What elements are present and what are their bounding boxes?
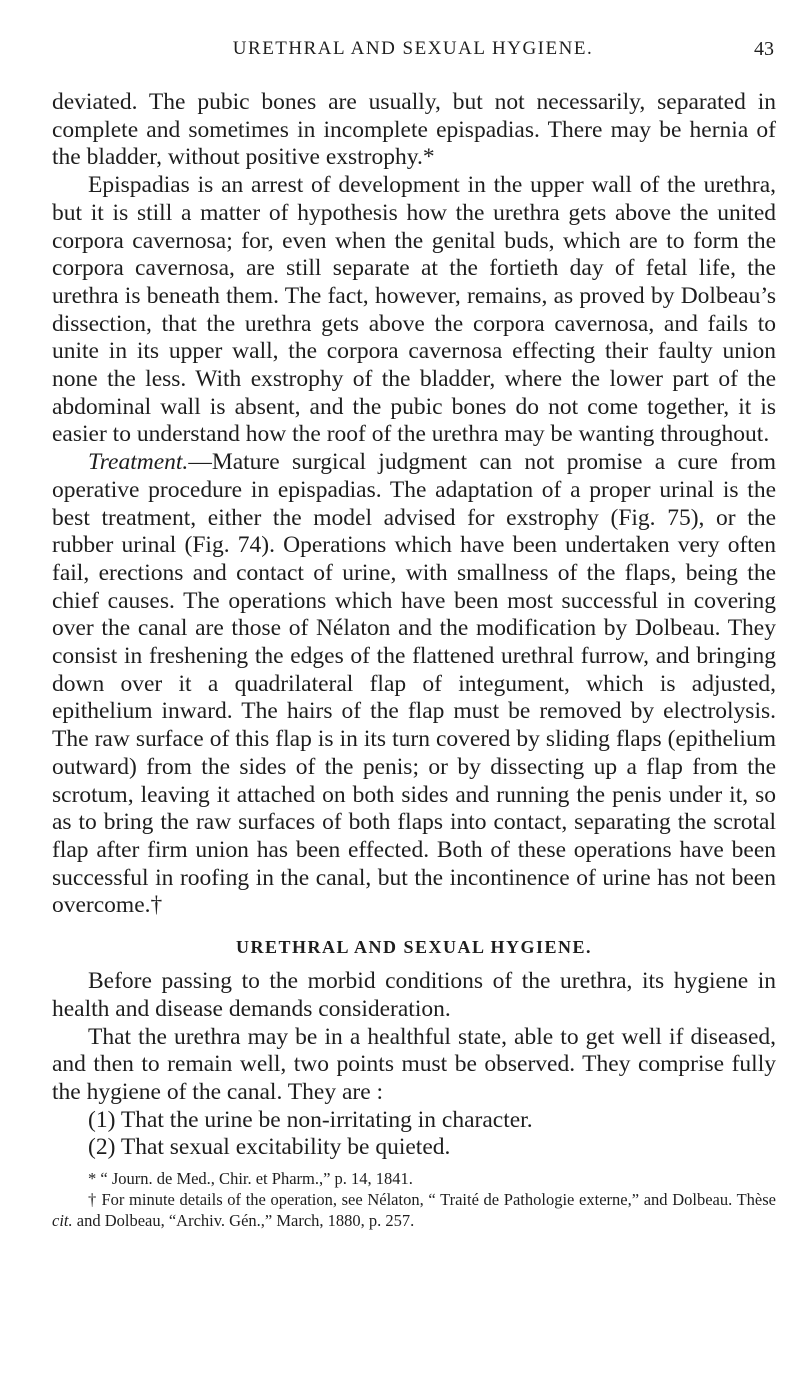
treatment-label: Treatment. xyxy=(88,449,189,476)
footnote-cit: cit. xyxy=(52,1211,73,1231)
treatment-text: —Mature surgical judgment can not promise a cure from operative procedure in epispadias. The adaptation of a proper urinal is the best treatment, either the model advised for exstrophy (Fig. 75), or the rubber urinal (Fig. 74). Operations which have been undertaken very often fail, erections and contact of urine, with smallness of the flaps, being the chief causes. The operations which have been most successful in covering over the canal are those of Nélaton and the modification by Dolbeau. They consist in freshening the edges of the flattened urethral furrow, and bringing down over it a quadrilateral flap of integument, which is adjusted, epithelium inward. The hairs of the flap must be removed by electrolysis. The raw surface of this flap is in its turn covered by sliding flaps (epithelium outward) from the sides of the penis; or by dissecting up a flap from the scrotum, leaving it attached on both sides and running the penis under it, so as to bring the raw surfaces of both flaps into contact, separating the scrotal flap after firm union has been effected. Both of these operations have been successful in roofing in the canal, but the incontinence of urine has not been overcome.† xyxy=(52,449,776,919)
running-title: URETHRAL AND SEXUAL HYGIENE. xyxy=(232,38,594,59)
list-item: (1) That the urine be non-irritating in character. xyxy=(88,1106,533,1133)
footnotes xyxy=(52,1168,776,1231)
footnote-dagger xyxy=(52,1189,776,1231)
body-text xyxy=(52,89,776,1231)
page-number: 43 xyxy=(754,38,774,60)
footnote-dagger-end: and Dolbeau, “Archiv. Gén.,” March, 1880, p. 257. xyxy=(72,1211,415,1231)
list-item: (2) That sexual excitability be quieted. xyxy=(88,1134,451,1161)
footnote-star: * “ Journ. de Med., Chir. et Pharm.,” p. 14, 1841. xyxy=(88,1169,413,1189)
running-head xyxy=(52,38,774,74)
paragraph-epispadias-development: Epispadias is an arrest of development in the upper wall of the urethra, but it is still a matter of hypothesis how the urethra gets above the united corpora cavernosa; for, even when the genital buds, which are to form the corpora cavernosa, are still separate at the fortieth day of fetal life, the urethra is beneath them. The fact, however, remains, as proved by Dolbeau’s dissection, that the urethra gets above the corpora cavernosa, and fails to unite in its upper wall, the corpora cavernosa effecting their faulty union none the less. With exstrophy of the bladder, where the lower part of the abdominal wall is absent, and the pubic bones do not come together, it is easier to understand how the roof of the urethra may be wanting throughout. xyxy=(52,172,776,448)
paragraph-treatment xyxy=(52,449,776,920)
section-heading: URETHRAL AND SEXUAL HYGIENE. xyxy=(235,937,593,958)
paragraph-hygiene-points: That the urethra may be in a healthful state, able to get well if diseased, and then to remain well, two points must be observed. They comprise fully the hygiene of the canal. They are : xyxy=(52,1023,776,1105)
footnote-dagger-text: † For minute details of the operation, see Nélaton, “ Traité de Pathologie externe,” and Dolbeau. Thèse xyxy=(88,1190,776,1210)
paragraph-epispadias-continued: deviated. The pubic bones are usually, but not necessarily, separated in complete and sometimes in incomplete epispadias. There may be hernia of the bladder, without positive exstrophy.* xyxy=(52,89,776,171)
paragraph-hygiene-intro: Before passing to the morbid conditions of the urethra, its hygiene in health and disease demands consideration. xyxy=(52,968,776,1022)
